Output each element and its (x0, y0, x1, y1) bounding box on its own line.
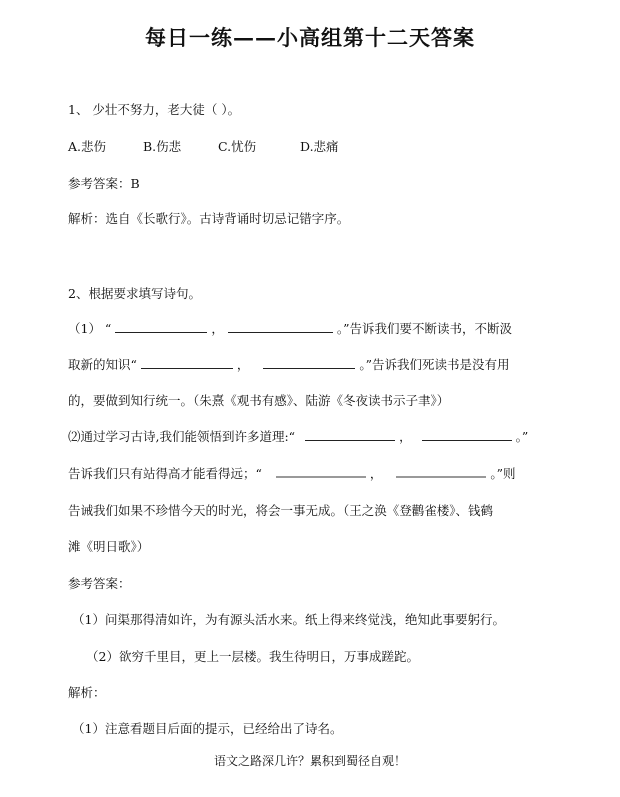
text: 告诉我们只有站得高才能看得远；“ (68, 466, 262, 481)
blank (115, 320, 207, 333)
q1-options (68, 137, 339, 155)
text: ， (369, 466, 383, 481)
option-c: C.忧伤 (218, 139, 257, 154)
q2-part1-line1 (68, 319, 512, 337)
q2-part1-line3: 的，要做到知行统一。（朱熹《观书有感》、陆游《冬夜读书示子聿》） (68, 393, 450, 408)
q2-question: 2、根据要求填写诗句。 (68, 286, 201, 301)
q2-analysis-1: （1）注意看题目后面的提示，已经给出了诗名。 (72, 721, 343, 736)
q2-analysis-label: 解析： (68, 685, 106, 700)
page-title: 每日一练——小高组第十二天答案 (145, 25, 475, 50)
q2-part2-line3: 告诫我们如果不珍惜今天的时光，将会一事无成。（王之涣《登鹳雀楼》、钱鹤 (68, 503, 494, 518)
q1-analysis: 解析：选自《长歌行》。古诗背诵时切忌记错字序。 (68, 211, 350, 226)
q2-part1-line2 (68, 355, 510, 373)
blank (141, 356, 233, 369)
blank (228, 320, 333, 333)
q1-answer: 参考答案：B (68, 176, 140, 191)
blank (422, 428, 512, 441)
q1-question: 1、 少壮不努力，老大徒（ ）。 (68, 102, 241, 117)
text: ⑵通过学习古诗,我们能领悟到许多道理:“ (68, 429, 296, 444)
q2-part2-line4: 滩《明日歌》） (68, 539, 150, 554)
text: 。”告诉我们死读书是没有用 (359, 357, 510, 372)
option-b: B.伤悲 (143, 139, 182, 154)
text: 。”则 (490, 466, 516, 481)
q2-answer-1: （1）问渠那得清如许，为有源头活水来。纸上得来终觉浅，绝知此事要躬行。 (72, 612, 505, 627)
blank (305, 428, 395, 441)
text: 。”告诉我们要不断读书，不断汲 (336, 321, 512, 336)
text: 取新的知识“ (68, 357, 137, 372)
blank (276, 464, 366, 478)
footer-motto: 语文之路深几许？累积到蜀径自观！ (213, 754, 406, 768)
q2-answer-2: （2）欲穷千里目，更上一层楼。我生待明日，万事成蹉跎。 (86, 649, 419, 664)
q2-part2-line2 (68, 464, 516, 482)
text: 。” (515, 429, 529, 444)
option-a: A.悲伤 (68, 139, 107, 154)
text: （1） “ (68, 321, 112, 336)
text: ， (399, 429, 412, 444)
text: ， (236, 357, 250, 372)
blank (263, 356, 355, 369)
q2-answer-label: 参考答案： (68, 576, 131, 591)
blank (396, 464, 486, 478)
text: ， (211, 321, 224, 336)
q2-part2-line1 (68, 427, 528, 445)
option-d: D.悲痛 (300, 139, 339, 154)
